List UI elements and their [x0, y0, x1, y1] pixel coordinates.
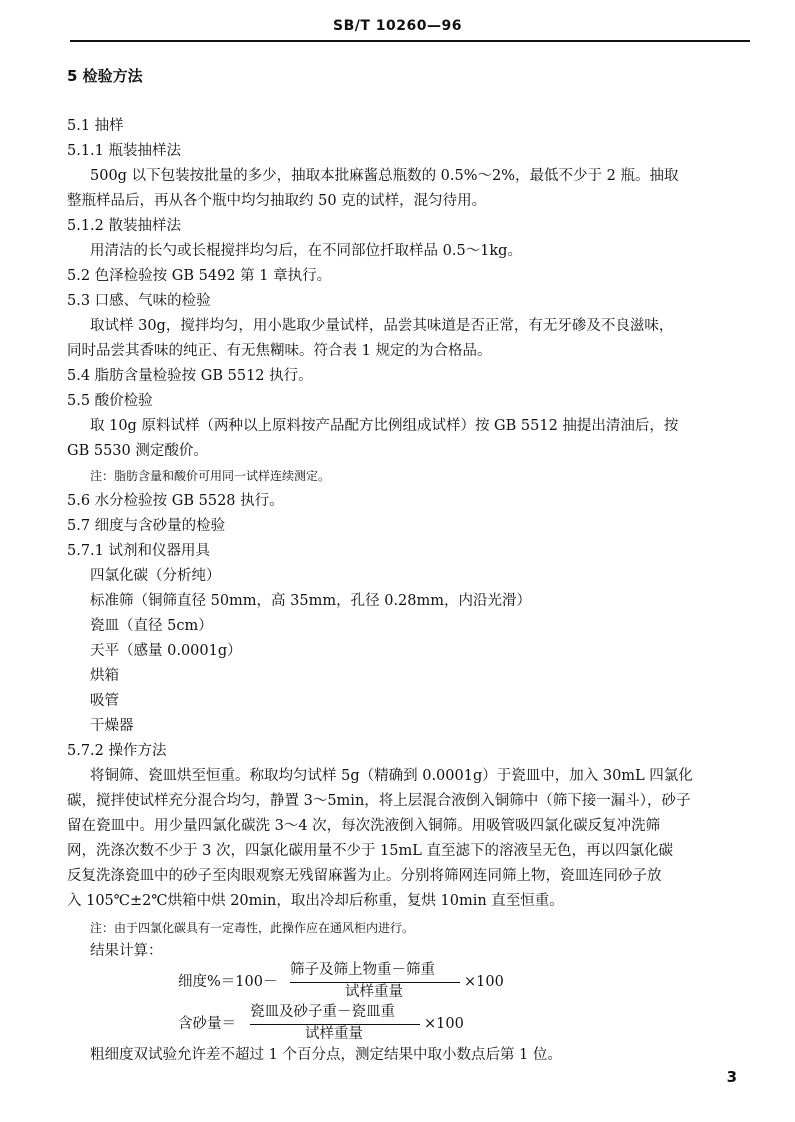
list-item: 干燥器: [90, 718, 134, 734]
note-line: 注：由于四氯化碳具有一定毒性，此操作应在通风柜内进行。: [90, 921, 415, 935]
fineness-numerator: 筛子及筛上物重－筛重: [290, 962, 435, 978]
clause-5-5: 5.5 酸价检验: [67, 393, 153, 409]
paragraph-line: 反复洗涤瓷皿中的砂子至肉眼观察无残留麻酱为止。分别将筛网连同筛上物，瓷皿连同砂子放: [67, 868, 662, 884]
list-item: 天平（感量 0.0001g）: [90, 643, 242, 659]
paragraph-line: 碳，搅拌使试样充分混合均匀，静置 3～5min，将上层混合液倒入铜筛中（筛下接一漏斗），砂子: [67, 793, 691, 809]
paragraph-line: 整瓶样品后，再从各个瓶中均匀抽取约 50 克的试样，混匀待用。: [67, 193, 487, 209]
paragraph-line: 将铜筛、瓷皿烘至恒重。称取均匀试样 5g（精确到 0.0001g）于瓷皿中，加入 30mL 四氯化: [90, 768, 693, 784]
clause-5-6: 5.6 水分检验按 GB 5528 执行。: [67, 493, 284, 509]
clause-5-7-1: 5.7.1 试剂和仪器用具: [67, 543, 211, 559]
clause-5-1-1: 5.1.1 瓶装抽样法: [67, 143, 182, 159]
list-item: 四氯化碳（分析纯）: [90, 568, 221, 584]
fineness-multiplier: ×100: [464, 974, 504, 990]
fineness-lhs: 细度%＝100－: [178, 974, 278, 990]
header-rule: [70, 40, 750, 42]
list-item: 烘箱: [90, 668, 119, 684]
paragraph-line: 取试样 30g，搅拌均匀，用小匙取少量试样，品尝其味道是否正常，有无牙碜及不良滋味，: [90, 318, 674, 334]
section-title: 5 检验方法: [67, 67, 143, 85]
paragraph-line: GB 5530 测定酸价。: [67, 443, 208, 459]
fineness-formula: [178, 960, 518, 1006]
paragraph-line: 入 105℃±2℃烘箱中烘 20min，取出冷却后称重，复烘 10min 直至恒重。: [67, 893, 564, 909]
sand-content-formula: [178, 1002, 518, 1048]
result-calc-label: 结果计算：: [90, 943, 163, 959]
document-code-header: SB/T 10260—96: [333, 18, 462, 34]
paragraph-line: 网，洗涤次数不少于 3 次，四氯化碳用量不少于 15mL 直至滤下的溶液呈无色，再以四氯化碳: [67, 843, 673, 859]
paragraph-line: 取 10g 原料试样（两种以上原料按产品配方比例组成试样）按 GB 5512 抽提出清油后，按: [90, 418, 679, 434]
paragraph-line: 留在瓷皿中。用少量四氯化碳洗 3～4 次，每次洗液倒入铜筛。用吸管吸四氯化碳反复冲洗筛: [67, 818, 661, 834]
paragraph-line: 同时品尝其香味的纯正、有无焦糊味。符合表 1 规定的为合格品。: [67, 343, 492, 359]
fineness-denominator: 试样重量: [345, 984, 403, 1000]
sand-lhs: 含砂量＝: [178, 1016, 236, 1032]
note-line: 注：脂肪含量和酸价可用同一试样连续测定。: [90, 469, 331, 483]
sand-denominator: 试样重量: [305, 1026, 363, 1042]
paragraph-line: 500g 以下包装按批量的多少，抽取本批麻酱总瓶数的 0.5%～2%，最低不少于 2 瓶。抽取: [90, 168, 679, 184]
list-item: 吸管: [90, 693, 119, 709]
sand-multiplier: ×100: [424, 1016, 464, 1032]
clause-5-7-2: 5.7.2 操作方法: [67, 743, 167, 759]
paragraph-line: 用清洁的长勺或长棍搅拌均匀后，在不同部位扦取样品 0.5～1kg。: [90, 243, 522, 259]
clause-5-4: 5.4 脂肪含量检验按 GB 5512 执行。: [67, 368, 313, 384]
clause-5-1-2: 5.1.2 散装抽样法: [67, 218, 182, 234]
sand-numerator: 瓷皿及砂子重－瓷皿重: [250, 1004, 395, 1020]
list-item: 瓷皿（直径 5cm）: [90, 618, 213, 634]
list-item: 标准筛（铜筛直径 50mm，高 35mm，孔径 0.28mm，内沿光滑）: [90, 593, 532, 609]
clause-5-3: 5.3 口感、气味的检验: [67, 293, 211, 309]
clause-5-2: 5.2 色泽检验按 GB 5492 第 1 章执行。: [67, 268, 332, 284]
clause-5-7: 5.7 细度与含砂量的检验: [67, 518, 226, 534]
paragraph-line: 粗细度双试验允许差不超过 1 个百分点，测定结果中取小数点后第 1 位。: [90, 1047, 562, 1063]
page-number: 3: [726, 1068, 737, 1086]
clause-5-1: 5.1 抽样: [67, 118, 124, 134]
